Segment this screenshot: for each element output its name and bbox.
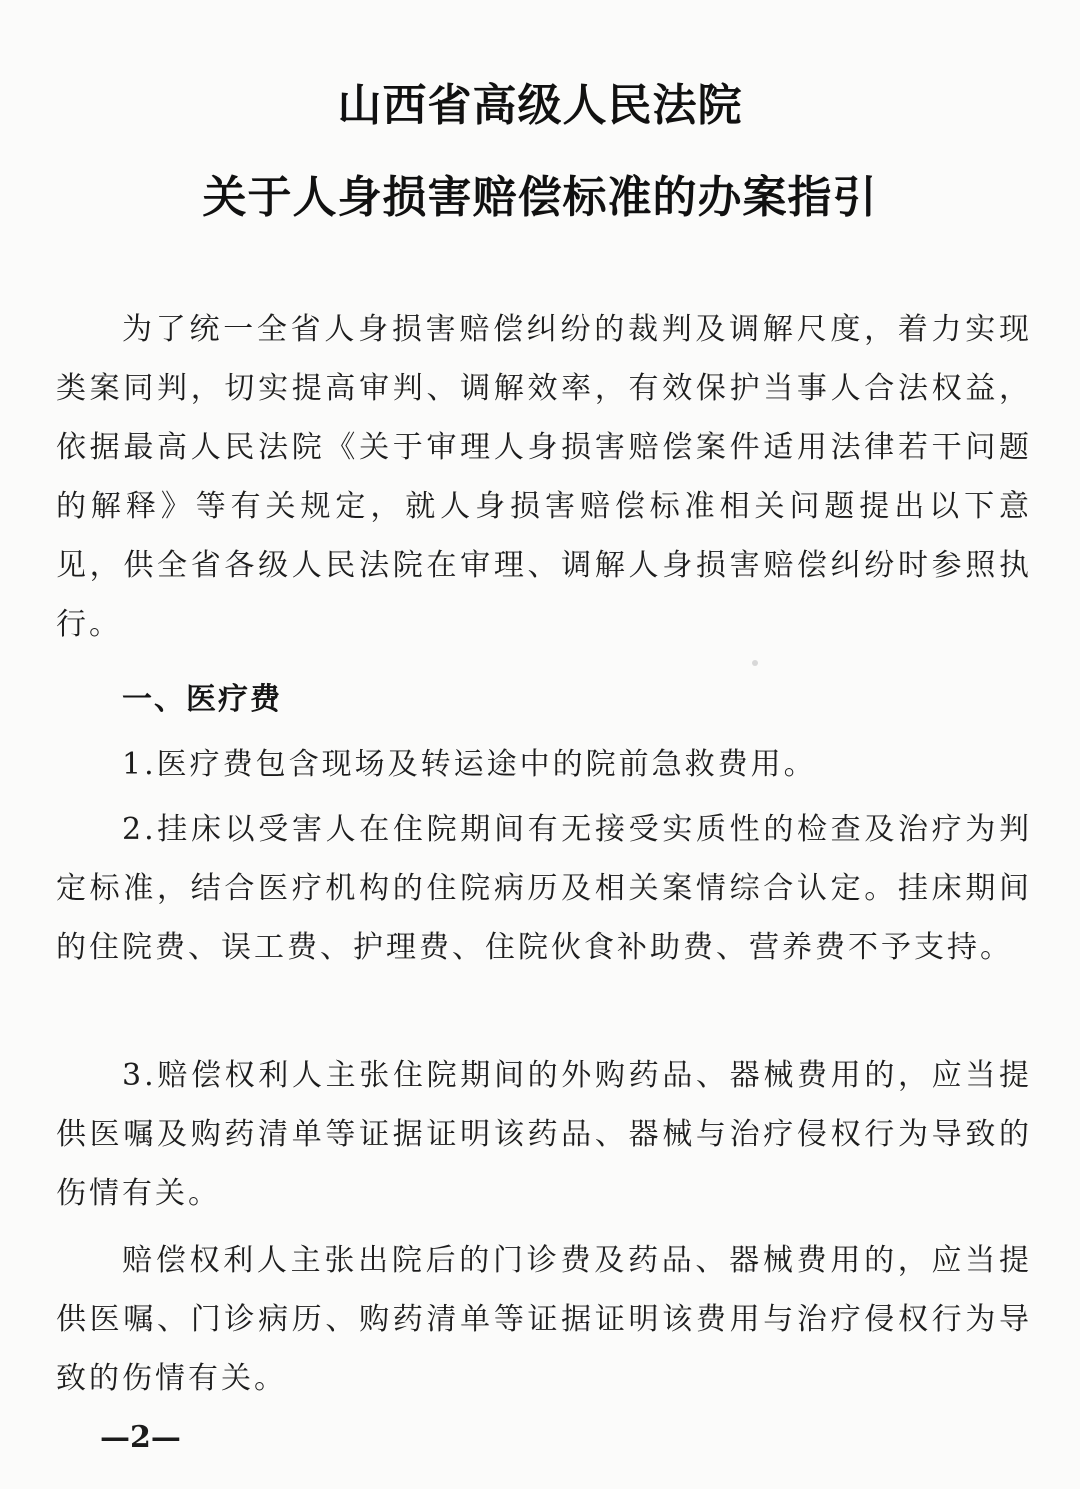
item-3-second-paragraph: 赔偿权利人主张出院后的门诊费及药品、器械费用的，应当提供医嘱、门诊病历、购药清单等证据证明该费用与治疗侵权行为导致的伤情有关。 xyxy=(56,1243,1032,1396)
item-2-paragraph: 2.挂床以受害人在住院期间有无接受实质性的检查及治疗为判定标准，结合医疗机构的住院病历及相关案情综合认定。挂床期间的住院费、误工费、护理费、住院伙食补助费、营养费不予支持。 xyxy=(56,812,1032,965)
section-heading-medical-fees: 一、医疗费 xyxy=(122,682,282,717)
page-number: —2— xyxy=(100,1420,181,1455)
scan-speck xyxy=(752,660,758,666)
item-3-paragraph: 3.赔偿权利人主张住院期间的外购药品、器械费用的，应当提供医嘱及购药清单等证据证明该药品、器械与治疗侵权行为导致的伤情有关。 xyxy=(56,1058,1032,1211)
item-1-paragraph: 1.医疗费包含现场及转运途中的院前急救费用。 xyxy=(122,747,817,782)
document-title-line-1: 山西省高级人民法院 xyxy=(337,80,743,131)
document-title-line-2: 关于人身损害赔偿标准的办案指引 xyxy=(202,172,878,223)
intro-paragraph: 为了统一全省人身损害赔偿纠纷的裁判及调解尺度，着力实现类案同判，切实提高审判、调解效率，有效保护当事人合法权益，依据最高人民法院《关于审理人身损害赔偿案件适用法律若干问题的解释》等有关规定，就人身损害赔偿标准相关问题提出以下意见，供全省各级人民法院在审理、调解人身损害赔偿纠纷时参照执行。 xyxy=(56,312,1032,642)
